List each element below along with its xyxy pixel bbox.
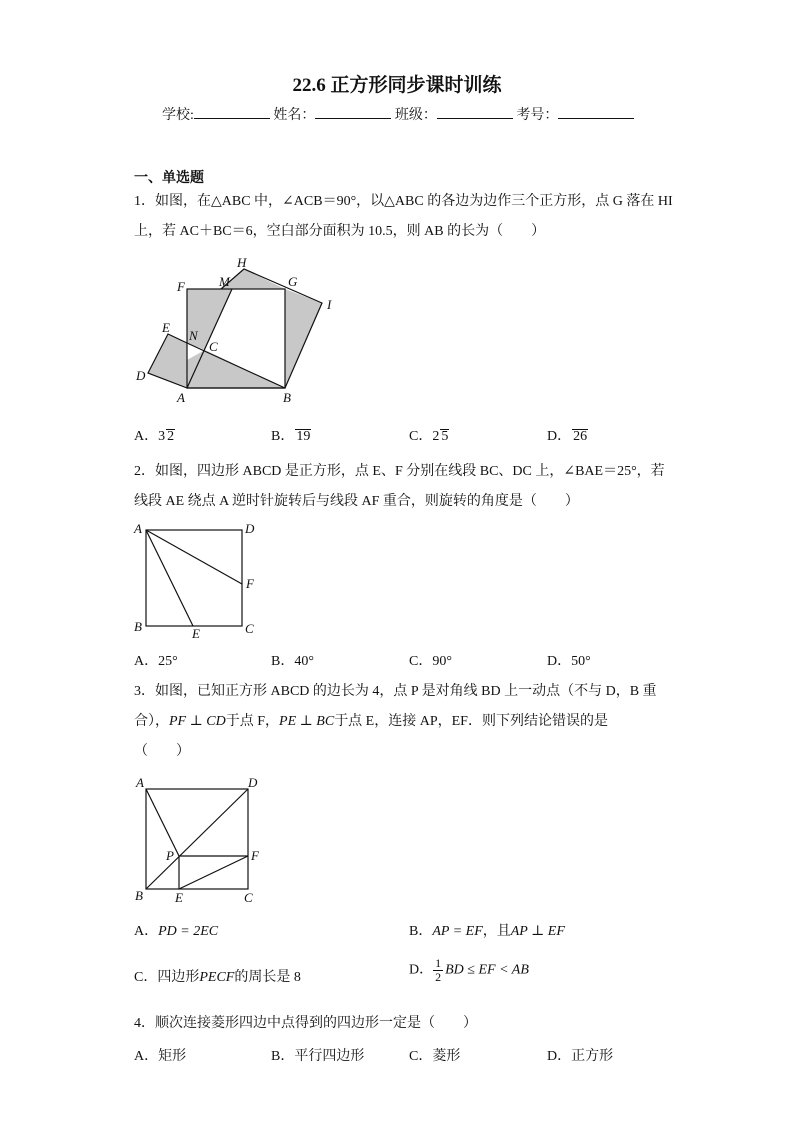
q1-label-c: C — [209, 339, 218, 354]
q3-label-d: D — [248, 775, 258, 790]
q1-option-d-radicand: 26 — [573, 429, 588, 444]
q2-figure — [130, 515, 265, 645]
q2-label-c: C — [245, 621, 254, 636]
q2-option-a[interactable]: A．25° — [134, 654, 178, 669]
name-label: 姓名： — [273, 108, 316, 123]
q3-option-b-math2: AP ⊥ EF — [510, 924, 565, 939]
q3-line2: 合），PF ⊥ CD于点 F，PE ⊥ BC于点 E，连接 AP，EF．则下列结论错误的是 — [134, 714, 608, 729]
q3-option-b[interactable]: B．AP = EF，且AP ⊥ EF — [409, 924, 565, 939]
q2-square — [146, 530, 242, 626]
q2-line-ae — [146, 530, 193, 626]
q1-option-b-radicand: 19 — [296, 429, 311, 444]
class-label: 班级： — [394, 108, 437, 123]
q3-option-d-fraction: $\frac{1}{2}$ — [435, 956, 442, 984]
q4-option-d[interactable]: D．正方形 — [547, 1049, 614, 1064]
q1-option-b[interactable]: B． 19 — [271, 429, 311, 444]
q1-label-d: D — [136, 368, 146, 383]
q3-option-a-math: PD = 2EC — [158, 924, 219, 939]
q3-label-f: F — [251, 848, 259, 863]
q1-line1: 1．如图，在△ABC 中，∠ACB＝90°，以△ABC 的各边为边作三个正方形，点 G 落在 HI — [134, 194, 673, 209]
q1-label-e: E — [162, 320, 170, 335]
q1-label-m: M — [219, 274, 230, 289]
q1-label-a: A — [177, 390, 185, 405]
q3-option-d[interactable]: D． $\frac{1}{2}$ BD ≤ EF < AB — [409, 956, 529, 984]
q3-label-a: A — [136, 775, 144, 790]
q3-option-d-math: BD ≤ EF < AB — [445, 962, 529, 978]
exam-no-label: 考号： — [516, 108, 559, 123]
q3-option-c[interactable]: C．四边形PECF的周长是 8 — [134, 970, 301, 985]
q1-label-n: N — [189, 328, 198, 343]
student-info-line — [162, 104, 634, 124]
page-title: 22.6 正方形同步课时训练 — [292, 75, 502, 96]
q2-label-d: D — [245, 521, 255, 536]
q4-option-c[interactable]: C．菱形 — [409, 1049, 461, 1064]
q3-line3: （ ） — [134, 744, 190, 759]
q3-line-ap — [146, 789, 179, 856]
q3-option-c-math: PECF — [199, 970, 235, 985]
q1-line2: 上，若 AC＋BC＝6，空白部分面积为 10.5，则 AB 的长为（ ） — [134, 224, 546, 239]
q1-option-c-radicand: 5 — [441, 429, 449, 444]
q4-option-b[interactable]: B．平行四边形 — [271, 1049, 365, 1064]
q2-option-d[interactable]: D．50° — [547, 654, 591, 669]
q2-option-b[interactable]: B．40° — [271, 654, 314, 669]
q3-label-c: C — [244, 890, 253, 905]
q1-label-h: H — [237, 255, 247, 270]
q1-option-a[interactable]: A．3 2 — [134, 429, 175, 444]
q3-line-ef — [179, 856, 248, 889]
q2-label-b: B — [134, 619, 142, 634]
q3-label-e: E — [175, 890, 183, 905]
q1-label-i: I — [327, 297, 332, 312]
exam-no-blank[interactable] — [558, 106, 634, 119]
school-blank[interactable] — [194, 106, 270, 119]
class-blank[interactable] — [437, 106, 513, 119]
q2-line1: 2．如图，四边形 ABCD 是正方形，点 E、F 分别在线段 BC、DC 上，∠BAE＝25°，若 — [134, 464, 665, 479]
q3-math-pe-bc: PE ⊥ BC — [279, 714, 335, 729]
q2-label-f: F — [246, 576, 254, 591]
q1-shade-right — [285, 289, 322, 388]
q1-label-f: F — [177, 279, 185, 294]
q1-option-a-radicand: 2 — [167, 429, 175, 444]
school-label: 学校: — [162, 108, 194, 123]
q2-label-e: E — [192, 626, 200, 641]
q1-shade-top — [221, 269, 285, 289]
q3-option-b-math1: AP = EF — [432, 924, 483, 939]
q4-line1: 4．顺次连接菱形四边中点得到的四边形一定是（ ） — [134, 1016, 477, 1031]
q2-option-c[interactable]: C．90° — [409, 654, 452, 669]
q3-diagonal-bd — [146, 789, 248, 889]
section-heading: 一、单选题 — [134, 171, 204, 186]
q2-line-af — [146, 530, 242, 584]
q1-label-b: B — [283, 390, 291, 405]
q2-label-a: A — [134, 521, 142, 536]
q3-label-b: B — [135, 888, 143, 903]
q1-figure — [130, 250, 340, 410]
q1-label-g: G — [288, 274, 298, 289]
q3-line1: 3．如图，已知正方形 ABCD 的边长为 4，点 P 是对角线 BD 上一动点（不与 D，B 重 — [134, 684, 657, 699]
q1-option-d[interactable]: D． 26 — [547, 429, 588, 444]
q3-figure — [130, 772, 265, 907]
q3-math-pf-cd: PF ⊥ CD — [169, 714, 226, 729]
q3-label-p: P — [166, 848, 174, 863]
q1-option-c[interactable]: C．2 5 — [409, 429, 449, 444]
q2-line2: 线段 AE 绕点 A 逆时针旋转后与线段 AF 重合，则旋转的角度是（ ） — [134, 494, 579, 509]
name-blank[interactable] — [315, 106, 391, 119]
q3-option-a[interactable]: A．PD = 2EC — [134, 924, 219, 939]
q4-option-a[interactable]: A．矩形 — [134, 1049, 187, 1064]
